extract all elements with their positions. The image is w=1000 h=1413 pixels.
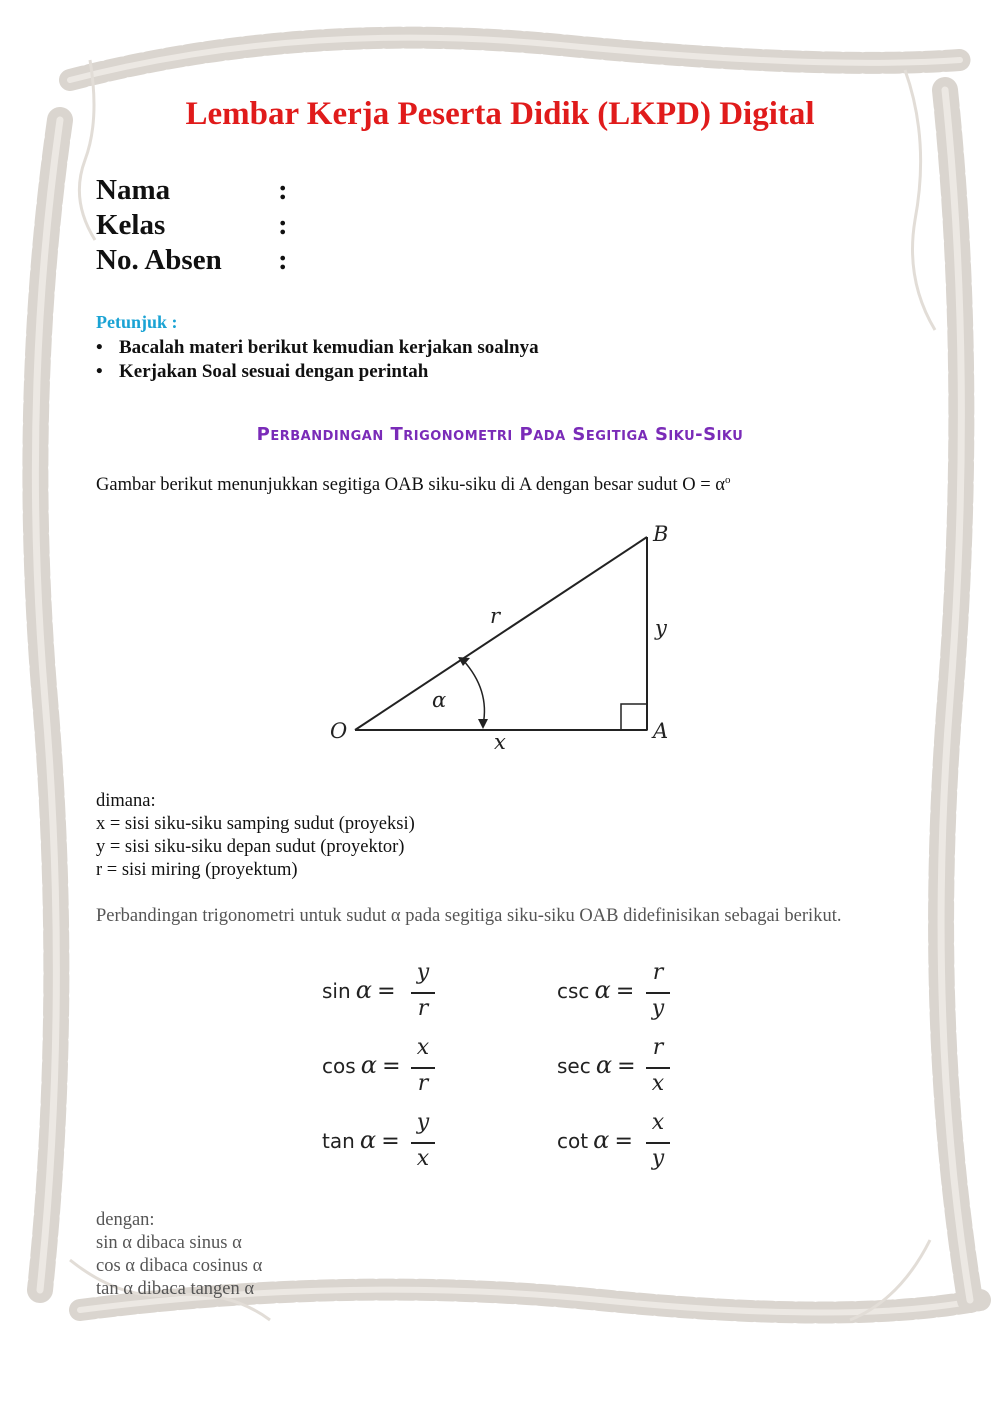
field-absen	[96, 244, 288, 277]
vertex-label-b: B	[653, 522, 669, 546]
side-label-r: r	[490, 604, 501, 628]
formula-sec	[557, 1035, 697, 1105]
fraction-numerator: r	[652, 1035, 664, 1060]
equals-sign: =	[377, 979, 396, 1004]
field-kelas	[96, 209, 288, 242]
instructions-title: Petunjuk :	[96, 312, 178, 332]
vertex-label-o: O	[330, 719, 348, 743]
formula-csc	[557, 960, 697, 1030]
dengan-block	[96, 1209, 262, 1301]
field-separator: :	[278, 244, 288, 276]
vertex-label-a: A	[653, 719, 669, 743]
fraction-numerator: y	[416, 960, 430, 985]
function-name: csc	[557, 979, 590, 1003]
intro-text: Gambar berikut menunjukkan segitiga OAB siku-siku di A dengan besar sudut O = α	[96, 475, 725, 496]
fraction-denominator: r	[417, 996, 429, 1021]
fraction-bar	[411, 1067, 435, 1069]
dimana-line: y = sisi siku-siku depan sudut (proyektor)	[96, 837, 405, 857]
dimana-block	[96, 790, 415, 882]
angle-arrow-bottom	[478, 719, 488, 729]
fraction-denominator: y	[651, 1146, 665, 1171]
formula-cot	[557, 1110, 697, 1180]
dimana-line: x = sisi siku-siku samping sudut (proyeksi)	[96, 814, 415, 834]
alpha-symbol: α	[593, 1126, 610, 1154]
fraction-denominator: x	[416, 1146, 430, 1171]
page-title: Lembar Kerja Peserta Didik (LKPD) Digital	[185, 96, 815, 132]
instruction-item	[96, 337, 539, 359]
instruction-text: Bacalah materi berikut kemudian kerjakan soalnya	[119, 337, 539, 358]
field-label: Kelas	[96, 209, 166, 241]
formula-lhs	[557, 1051, 636, 1079]
dimana-line: r = sisi miring (proyektum)	[96, 860, 298, 880]
fraction-denominator: x	[651, 1071, 665, 1096]
intro-paragraph	[96, 469, 731, 497]
fraction-bar	[646, 1067, 670, 1069]
dengan-title: dengan:	[96, 1210, 155, 1230]
fraction-bar	[646, 992, 670, 994]
formula-lhs	[322, 976, 396, 1004]
field-nama	[96, 174, 288, 207]
equals-sign: =	[382, 1054, 401, 1079]
function-name: cos	[322, 1054, 356, 1078]
section-heading: Perbandingan Trigonometri Pada Segitiga Siku-Siku	[256, 424, 744, 445]
fraction-numerator: r	[652, 960, 664, 985]
formula-lhs	[557, 1126, 633, 1154]
function-name: tan	[322, 1129, 355, 1153]
alpha-symbol: α	[355, 976, 372, 1004]
function-name: sin	[322, 979, 351, 1003]
alpha-symbol: α	[359, 1126, 377, 1154]
equals-sign: =	[381, 1129, 400, 1154]
function-name: cot	[557, 1129, 589, 1153]
formula-sin	[322, 960, 462, 1030]
right-angle-marker	[621, 704, 647, 730]
formula-tan	[322, 1110, 462, 1180]
definition-paragraph: Perbandingan trigonometri untuk sudut α pada segitiga siku-siku OAB didefinisikan sebagai berikut.	[96, 906, 842, 926]
side-r	[355, 537, 647, 730]
alpha-symbol: α	[360, 1051, 377, 1079]
field-label: Nama	[96, 174, 171, 206]
angle-arc	[463, 660, 484, 725]
bullet-icon: •	[96, 337, 103, 358]
fraction-bar	[646, 1142, 670, 1144]
angle-label-alpha: α	[432, 688, 447, 712]
fraction-numerator: x	[651, 1110, 665, 1135]
instruction-item	[96, 361, 428, 383]
function-name: sec	[557, 1054, 591, 1078]
fraction-bar	[411, 992, 435, 994]
fraction-numerator: x	[416, 1035, 430, 1060]
side-label-y: y	[655, 616, 667, 640]
bullet-icon: •	[96, 361, 103, 382]
dengan-line: sin α dibaca sinus α	[96, 1233, 242, 1253]
field-separator: :	[278, 174, 288, 206]
fraction-numerator: y	[416, 1110, 430, 1135]
equals-sign: =	[615, 979, 635, 1004]
dengan-line: cos α dibaca cosinus α	[96, 1256, 263, 1276]
alpha-symbol: α	[595, 1051, 613, 1079]
dimana-title: dimana:	[96, 791, 156, 811]
equals-sign: =	[614, 1129, 633, 1154]
field-separator: :	[278, 209, 288, 241]
equals-sign: =	[617, 1054, 636, 1079]
formula-cos	[322, 1035, 462, 1105]
fraction-denominator: r	[417, 1071, 429, 1096]
instruction-text: Kerjakan Soal sesuai dengan perintah	[119, 361, 429, 382]
fraction-bar	[411, 1142, 435, 1144]
degree-superscript: o	[725, 474, 731, 486]
formula-lhs	[322, 1126, 400, 1154]
field-label: No. Absen	[96, 244, 222, 276]
formula-lhs	[557, 976, 634, 1004]
fraction-denominator: y	[651, 996, 665, 1021]
side-label-x: x	[494, 730, 506, 754]
triangle-diagram	[320, 515, 680, 765]
alpha-symbol: α	[594, 976, 611, 1004]
dengan-line: tan α dibaca tangen α	[96, 1279, 255, 1299]
formula-lhs	[322, 1051, 401, 1079]
